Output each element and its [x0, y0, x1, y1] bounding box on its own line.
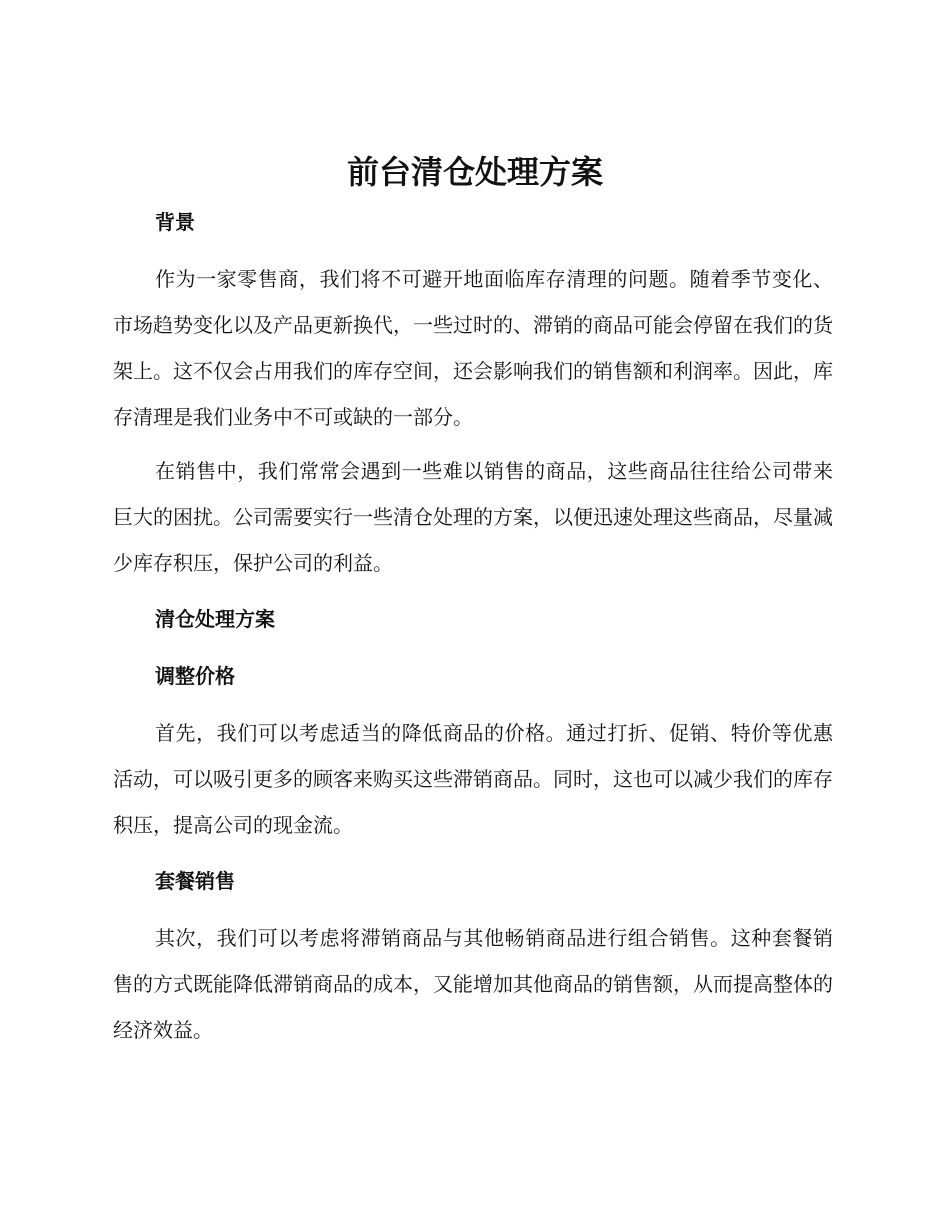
- section-heading-plan: 清仓处理方案: [155, 607, 275, 631]
- section-heading-background: 背景: [155, 210, 195, 234]
- paragraph-bundle: 其次，我们可以考虑将滞销商品与其他畅销商品进行组合销售。这种套餐销售的方式既能降低滞销商品的成本，又能增加其他商品的销售额，从而提高整体的经济效益。: [113, 926, 833, 1042]
- paragraph-background-1: 作为一家零售商，我们将不可避开地面临库存清理的问题。随着季节变化、市场趋势变化以及产品更新换代，一些过时的、滞销的商品可能会停留在我们的货架上。这不仅会占用我们的库存空间，还会影响我们的销售额和利润率。因此，库存清理是我们业务中不可或缺的一部分。: [113, 267, 833, 429]
- paragraph-price: 首先，我们可以考虑适当的降低商品的价格。通过打折、促销、特价等优惠活动，可以吸引更多的顾客来购买这些滞销商品。同时，这也可以减少我们的库存积压，提高公司的现金流。: [113, 721, 833, 837]
- subsection-heading-bundle: 套餐销售: [155, 869, 235, 893]
- subsection-heading-price: 调整价格: [155, 664, 235, 688]
- paragraph-background-2: 在销售中，我们常常会遇到一些难以销售的商品，这些商品往往给公司带来巨大的困扰。公司需要实行一些清仓处理的方案，以便迅速处理这些商品，尽量减少库存积压，保护公司的利益。: [113, 459, 833, 575]
- document-title: 前台清仓处理方案: [346, 153, 603, 191]
